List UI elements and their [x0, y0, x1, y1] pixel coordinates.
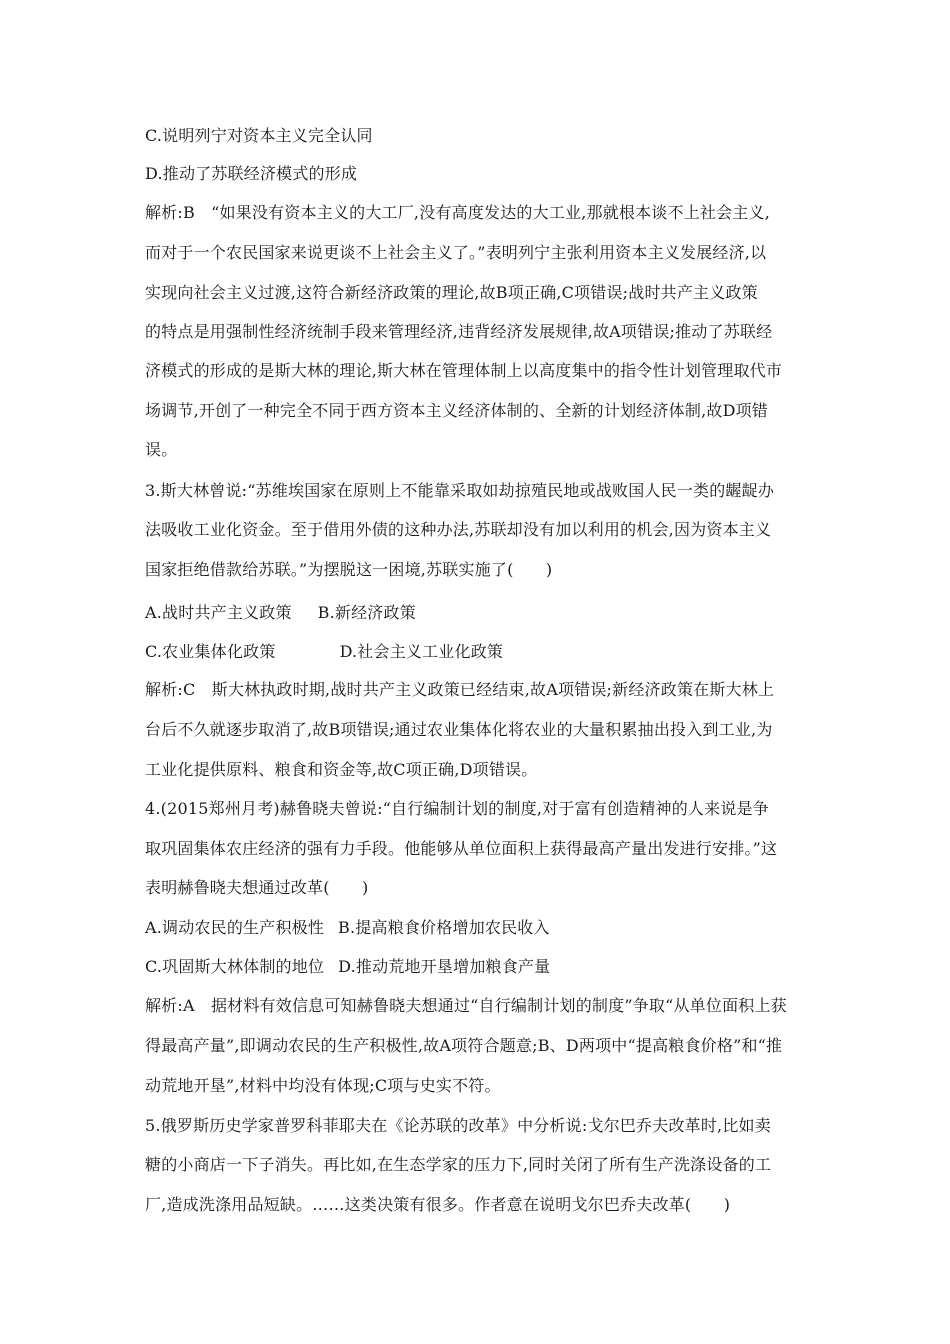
q4-option-b: B.提高粮食价格增加农民收入 — [338, 918, 550, 937]
q4-analysis-line-1: 解析:A 据材料有效信息可知赫鲁晓夫想通过“自行编制计划的制度”争取“从单位面积上获 — [145, 996, 787, 1015]
q4-options-row-2 — [145, 957, 550, 977]
q2-analysis-line-2: 而对于一个农民国家来说更谈不上社会主义了。”表明列宁主张利用资本主义发展经济,以 — [145, 243, 767, 262]
q4-stem-line-3: 表明赫鲁晓夫想通过改革( ) — [145, 878, 369, 897]
q3-analysis-line-1: 解析:C 斯大林执政时期,战时共产主义政策已经结束,故A项错误;新经济政策在斯大林上 — [145, 680, 775, 699]
q4-option-d: D.推动荒地开垦增加粮食产量 — [338, 957, 551, 976]
q2-option-c: C.说明列宁对资本主义完全认同 — [145, 126, 373, 145]
q2-analysis-line-1: 解析:B “如果没有资本主义的大工厂,没有高度发达的大工业,那就根本谈不上社会主义, — [145, 203, 770, 222]
q3-stem-line-1: 3.斯大林曾说:“苏维埃国家在原则上不能靠采取如劫掠殖民地或战败国人民一类的龌龊办 — [145, 481, 775, 500]
q4-option-a: A.调动农民的生产积极性 — [145, 918, 325, 937]
q3-option-d: D.社会主义工业化政策 — [339, 642, 504, 661]
q3-option-c: C.农业集体化政策 — [145, 642, 276, 661]
q4-analysis-line-3: 动荒地开垦”,材料中均没有体现;C项与史实不符。 — [145, 1076, 501, 1095]
q4-options-row-1 — [145, 918, 550, 938]
q4-stem-line-1: 4.(2015郑州月考)赫鲁晓夫曾说:“自行编制计划的制度,对于富有创造精神的人来说是争 — [145, 799, 769, 818]
q2-option-d: D.推动了苏联经济模式的形成 — [145, 164, 358, 183]
q2-analysis-line-5: 济模式的形成的是斯大林的理论,斯大林在管理体制上以高度集中的指令性计划管理取代市 — [145, 361, 783, 380]
q2-analysis-line-4: 的特点是用强制性经济统制手段来管理经济,违背经济发展规律,故A项错误;推动了苏联经 — [145, 322, 773, 341]
q3-analysis-line-2: 台后不久就逐步取消了,故B项错误;通过农业集体化将农业的大量积累抽出投入到工业,为 — [145, 720, 773, 739]
q3-stem-line-2: 法吸收工业化资金。至于借用外债的这种办法,苏联却没有加以利用的机会,因为资本主义 — [145, 520, 772, 539]
q5-stem-line-1: 5.俄罗斯历史学家普罗科菲耶夫在《论苏联的改革》中分析说:戈尔巴乔夫改革时,比如卖 — [145, 1116, 771, 1135]
q4-analysis-line-2: 得最高产量”,即调动农民的生产积极性,故A项符合题意;B、D两项中“提高粮食价格”和“推 — [145, 1036, 783, 1055]
q3-stem-line-3: 国家拒绝借款给苏联。”为摆脱这一困境,苏联实施了( ) — [145, 560, 553, 579]
q3-analysis-line-3: 工业化提供原料、粮食和资金等,故C项正确,D项错误。 — [145, 760, 538, 779]
q4-stem-line-2: 取巩固集体农庄经济的强有力手段。他能够从单位面积上获得最高产量出发进行安排。”这 — [145, 839, 778, 858]
q5-stem-line-3: 厂,造成洗涤用品短缺。……这类决策有很多。作者意在说明戈尔巴乔夫改革( ) — [145, 1195, 731, 1214]
q4-option-c: C.巩固斯大林体制的地位 — [145, 957, 325, 976]
q2-analysis-line-6: 场调节,开创了一种完全不同于西方资本主义经济体制的、全新的计划经济体制,故D项错 — [145, 401, 769, 420]
q3-options-row-2 — [145, 642, 503, 662]
q3-option-b: B.新经济政策 — [317, 603, 416, 622]
q3-options-row-1 — [145, 603, 416, 623]
q3-option-a: A.战时共产主义政策 — [145, 603, 292, 622]
q2-analysis-line-3: 实现向社会主义过渡,这符合新经济政策的理论,故B项正确,C项错误;战时共产主义政策 — [145, 283, 758, 302]
q2-analysis-line-7: 误。 — [145, 440, 178, 459]
q5-stem-line-2: 糖的小商店一下子消失。再比如,在生态学家的压力下,同时关闭了所有生产洗涤设备的工 — [145, 1155, 772, 1174]
